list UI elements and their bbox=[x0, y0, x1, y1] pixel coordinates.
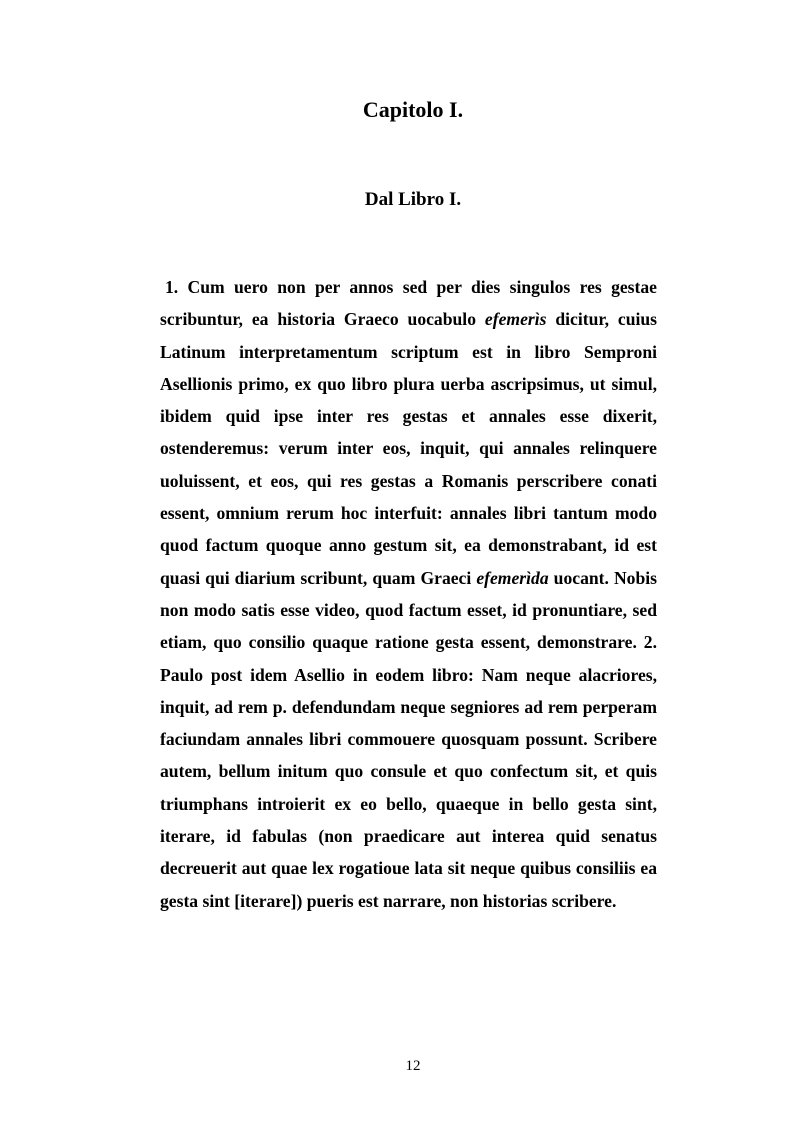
body-paragraph bbox=[160, 271, 657, 917]
section-title: Dal Libro I. bbox=[364, 189, 462, 210]
body-text-segment: 1. Cum uero non per annos sed per dies singulos res gestae scribuntur, ea historia Graeco uocabulo bbox=[160, 277, 657, 330]
body-text-segment: uocant. Nobis non modo satis esse video, quod factum esset, id pronuntiare, sed etiam, quo consilio quaque ratione gesta essent, demonstrare. 2. Paulo post idem Asellio in eodem libro: Nam neque alacriores, inquit, ad rem p. defendundam neque segniores ad rem perperam faciundam annales libri commouere quosquam possunt. Scribere autem, bellum initum quo consule et quo confectum sit, et quis triumphans introierit ex eo bello, quaeque in bello gesta sint, iterare, id fabulas (non praedicare aut interea quid senatus decreuerit aut quae lex rogatioue lata sit neque quibus consiliis ea gesta sint [iterare]) pueris est narrare, non historias scribere. bbox=[160, 567, 657, 911]
page-number: 12 bbox=[405, 1058, 421, 1074]
greek-term-efemeris: efemerìs bbox=[484, 309, 547, 330]
body-text-segment: dicitur, cuius Latinum interpretamentum scriptum est in libro Semproni Asellionis primo, ex quo libro plura uerba ascripsimus, ut simul, ibidem quid ipse inter res gestas et annales esse dixerit, ostenderemus: verum inter eos, inquit, qui annales relinquere uoluissent, et eos, qui res gestas a Romanis perscribere conati essent, omnium rerum hoc interfuit: annales libri tantum modo quod factum quoque anno gestum sit, ea demonstrabant, id est quasi qui diarium scribunt, quam Graeci bbox=[160, 309, 657, 588]
chapter-title: Capitolo I. bbox=[362, 97, 464, 122]
greek-term-efemerida: efemerìda bbox=[476, 567, 549, 588]
